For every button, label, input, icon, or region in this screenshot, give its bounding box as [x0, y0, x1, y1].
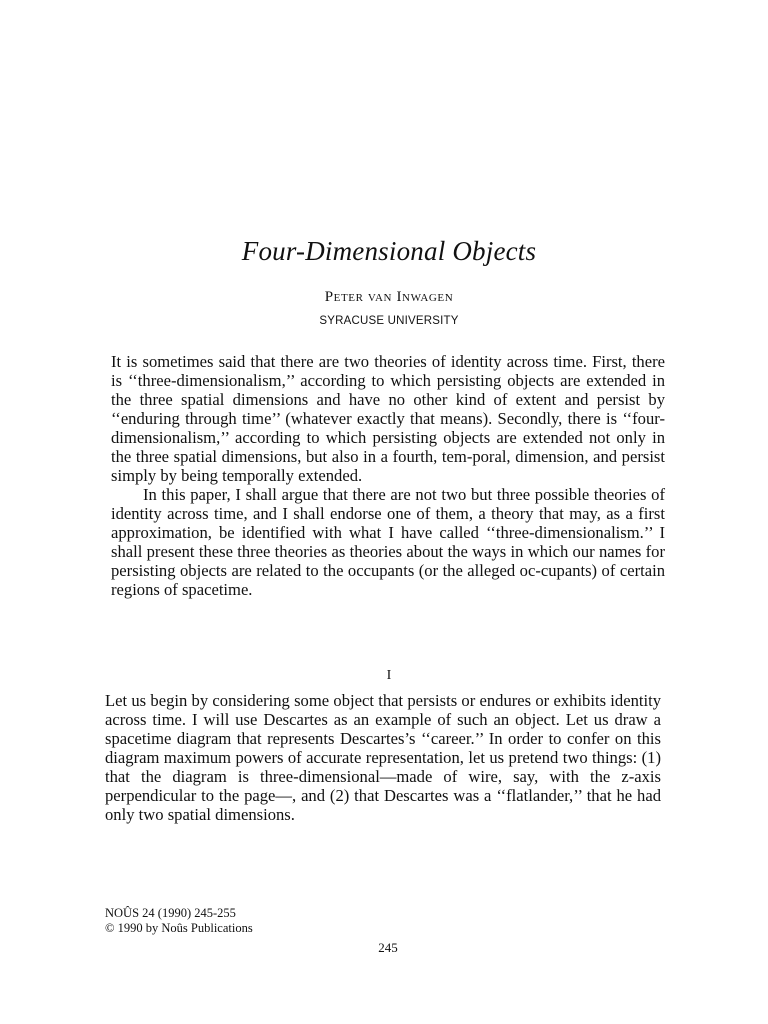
author-name: Peter van Inwagen	[324, 289, 454, 305]
abstract-paragraph-2: In this paper, I shall argue that there are not two but three possible theories of identity across time, and I shall endorse one of them, a theory that may, as a first approximation, be identified with what I have called ‘‘three-dimensionalism.’’ I shall present these three theories as theories about the ways in which our names for persisting objects are related to the occupants (or the alleged oc-cupants) of certain regions of spacetime.	[111, 485, 665, 599]
copyright-notice: © 1990 by Noûs Publications	[105, 921, 253, 935]
article-title: Four-Dimensional Objects	[241, 236, 537, 266]
footer-citation	[105, 906, 253, 936]
page-number: 245	[378, 940, 398, 955]
author-affiliation: SYRACUSE UNIVERSITY	[319, 315, 459, 327]
section-number: I	[386, 668, 392, 683]
section-body	[105, 691, 661, 824]
body-paragraph-1: Let us begin by considering some object that persists or endures or exhibits identity across time. I will use Descartes as an example of such an object. Let us draw a spacetime diagram that represents Descartes’s ‘‘career.’’ In order to confer on this diagram maximum powers of accurate representation, let us pretend two things: (1) that the diagram is three-dimensional—made of wire, say, with the z-axis perpendicular to the page—, and (2) that Descartes was a ‘‘flatlander,’’ that he had only two spatial dimensions.	[105, 691, 661, 824]
abstract	[111, 352, 665, 599]
abstract-paragraph-1: It is sometimes said that there are two theories of identity across time. First, there is ‘‘three-dimensionalism,’’ according to which persisting objects are extended in the three spatial dimensions and have no other kind of extent and persist by ‘‘enduring through time’’ (whatever exactly that means). Secondly, there is ‘‘four-dimensionalism,’’ according to which persisting objects are extended not only in the three spatial dimensions, but also in a fourth, tem-poral, dimension, and persist simply by being temporally extended.	[111, 352, 665, 485]
journal-citation: NOÛS 24 (1990) 245-255	[105, 906, 236, 920]
